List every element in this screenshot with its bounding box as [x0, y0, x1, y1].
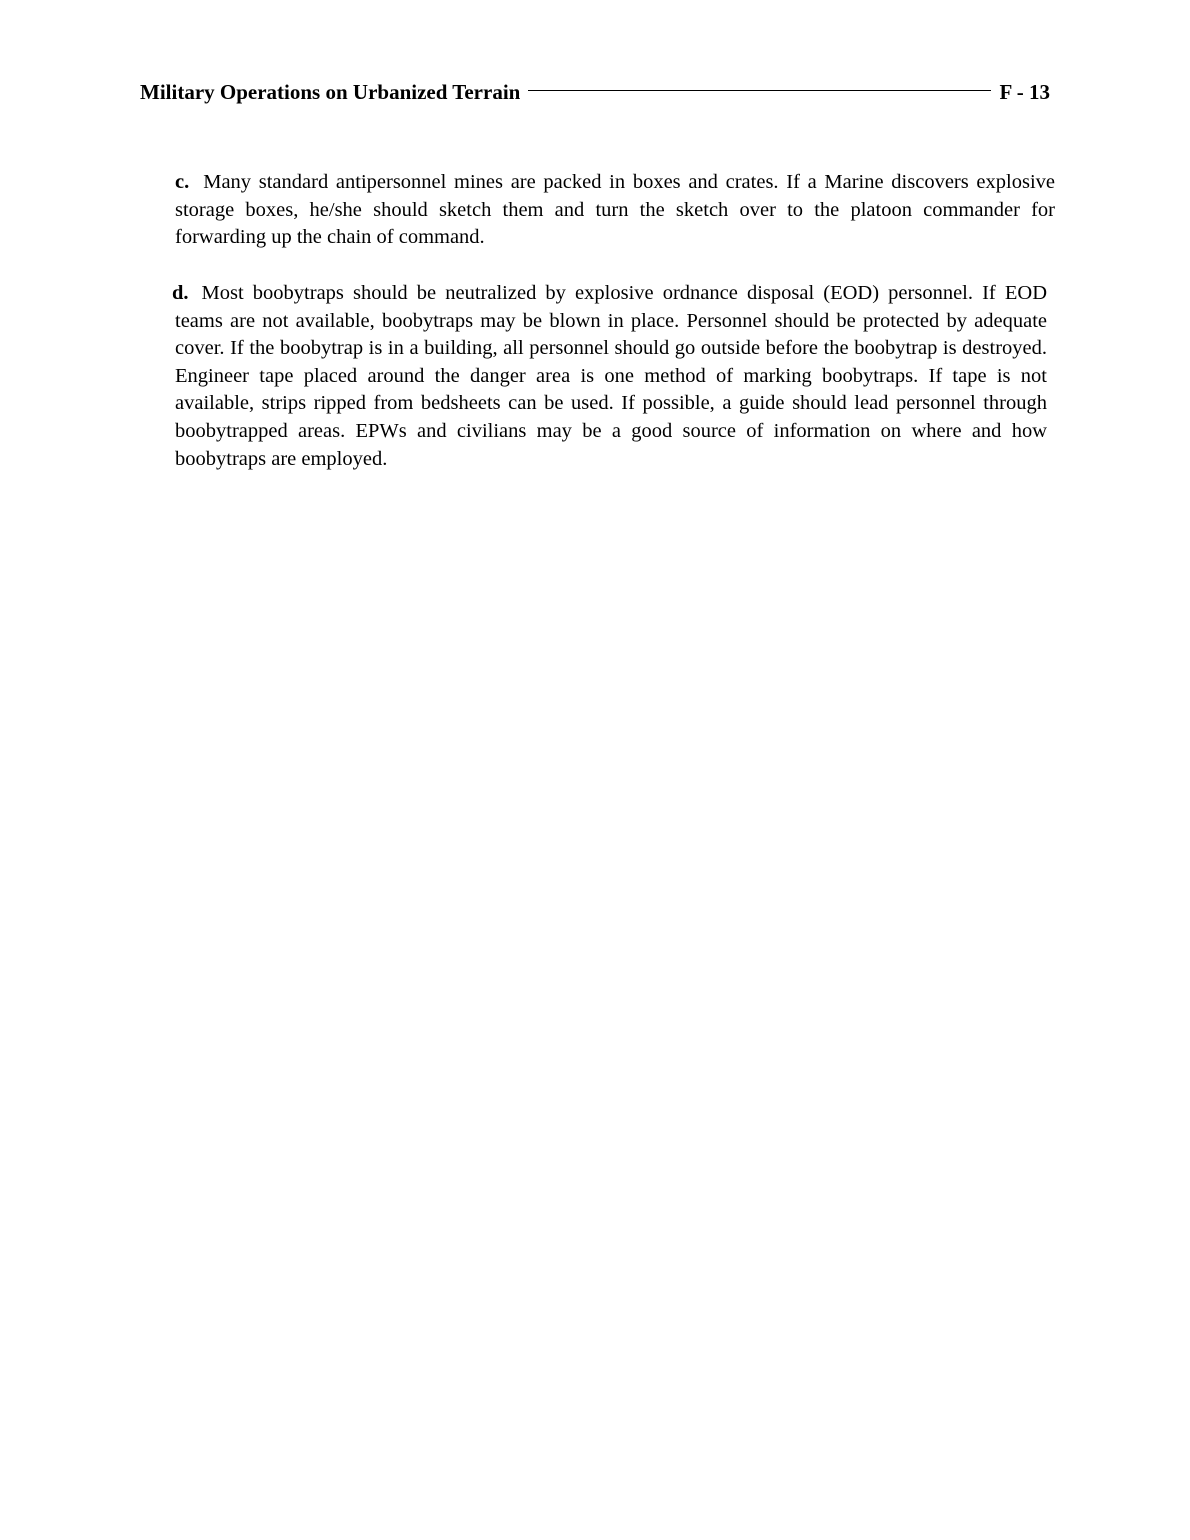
paragraph-c	[175, 169, 1055, 252]
document-title: Military Operations on Urbanized Terrain	[140, 79, 521, 104]
paragraph-text: Many standard antipersonnel mines are packed in boxes and crates. If a Marine discovers explosive storage boxes, he/she should sketch them and turn the sketch over to the platoon commander for forwarding up the chain of command.	[175, 171, 1055, 249]
paragraph-label: c.	[175, 171, 190, 193]
paragraph-label: d.	[172, 282, 189, 304]
page-number: F - 13	[999, 79, 1050, 104]
header-rule	[528, 90, 991, 91]
paragraph-text: Most boobytraps should be neutralized by explosive ordnance disposal (EOD) personnel. If EOD teams are not available, boobytraps may be blown in place. Personnel should be protected by adequate cover. If the boobytrap is in a building, all personnel should go outside before the boobytrap is destroyed. Engineer tape placed around the danger area is one method of marking boobytraps. If tape is not available, strips ripped from bedsheets can be used. If possible, a guide should lead personnel through boobytrapped areas. EPWs and civilians may be a good source of information on where and how boobytraps are employed.	[175, 282, 1047, 470]
paragraph-d	[172, 280, 1047, 473]
page-header	[140, 78, 1050, 106]
